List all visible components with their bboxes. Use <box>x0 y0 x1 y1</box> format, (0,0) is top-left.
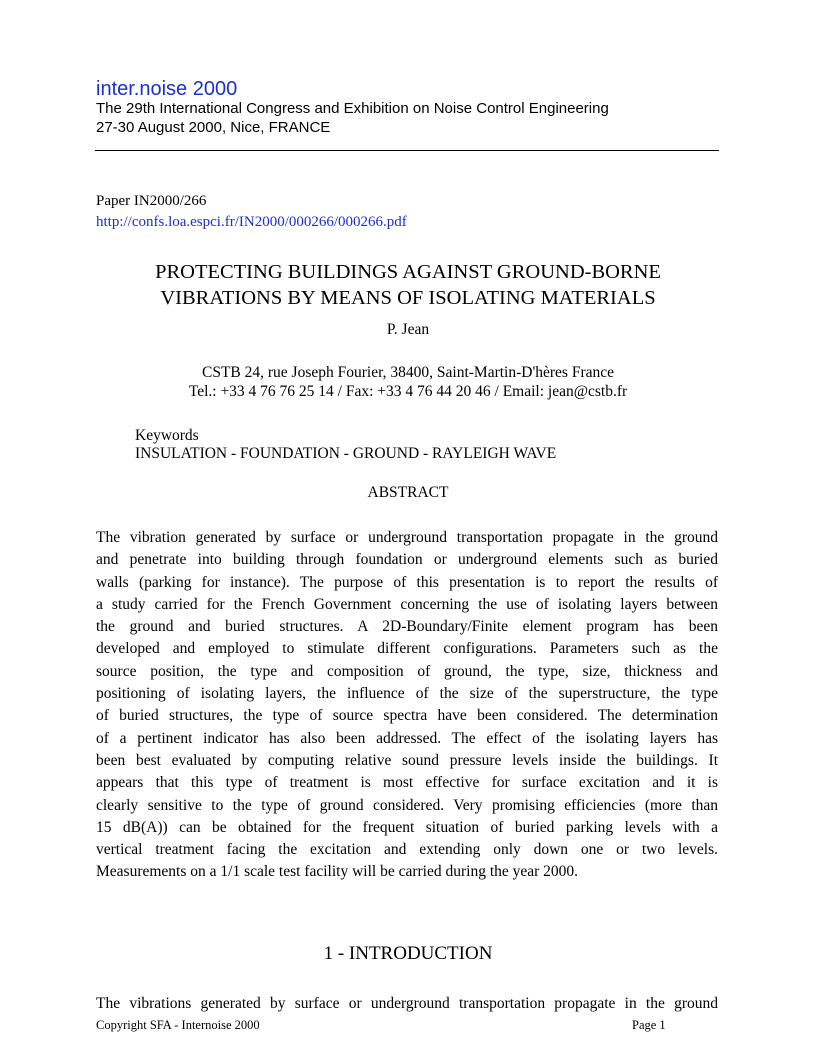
abstract-line: clearly sensitive to the type of ground considered. Very promising efficiencies (more than <box>96 796 718 814</box>
abstract-line: positioning of isolating layers, the influence of the size of the superstructure, the type <box>96 685 718 703</box>
abstract-body <box>96 527 718 884</box>
abstract-line: appears that this type of treatment is most effective for surface excitation and it is <box>96 774 718 792</box>
abstract-heading: ABSTRACT <box>367 484 449 501</box>
author: P. Jean <box>386 321 430 338</box>
conference-dates: 27-30 August 2000, Nice, FRANCE <box>96 119 331 136</box>
abstract-line: of buried structures, the type of source spectra have been considered. The determination <box>96 707 718 725</box>
affiliation-address: CSTB 24, rue Joseph Fourier, 38400, Saint-Martin-D'hères France <box>202 364 614 381</box>
introduction-text: The vibrations generated by surface or underground transportation propagate in the ground <box>96 995 718 1012</box>
paper-title-line: PROTECTING BUILDINGS AGAINST GROUND-BORNE <box>155 261 661 283</box>
affiliation-contact: Tel.: +33 4 76 76 25 14 / Fax: +33 4 76 44 20 46 / Email: jean@cstb.fr <box>188 383 628 400</box>
paper-title-line: VIBRATIONS BY MEANS OF ISOLATING MATERIALS <box>160 287 656 309</box>
footer-copyright: Copyright SFA - Internoise 2000 <box>96 1018 260 1032</box>
abstract-line: developed and employed to stimulate different configurations. Parameters such as the <box>96 640 718 658</box>
abstract-line: a study carried for the French Government concerning the use of isolating layers between <box>96 595 718 613</box>
abstract-line: vertical treatment facing the excitation and extending only down one or two levels. <box>96 841 718 859</box>
header-divider <box>95 150 719 151</box>
abstract-line: 15 dB(A)) can be obtained for the frequent situation of buried parking levels with a <box>96 818 718 836</box>
abstract-line: walls (parking for instance). The purpose of this presentation is to report the results of <box>96 573 718 591</box>
conference-title: inter.noise 2000 <box>96 78 238 100</box>
abstract-line: Measurements on a 1/1 scale test facility will be carried during the year 2000. <box>96 863 579 881</box>
paper-id: Paper IN2000/266 <box>96 193 207 209</box>
paper-title <box>96 259 720 311</box>
abstract-line: the ground and buried structures. A 2D-Boundary/Finite element program has been <box>96 618 718 636</box>
keywords-label: Keywords <box>135 427 199 444</box>
abstract-line: of a pertinent indicator has also been addressed. The effect of the isolating layers has <box>96 729 718 747</box>
footer-page-number: Page 1 <box>632 1018 666 1032</box>
conference-subtitle: The 29th International Congress and Exhibition on Noise Control Engineering <box>96 100 609 117</box>
keywords-list: INSULATION - FOUNDATION - GROUND - RAYLEIGH WAVE <box>135 445 557 462</box>
abstract-line: and penetrate into building through foundation or underground elements such as buried <box>96 551 718 569</box>
section-heading-introduction: 1 - INTRODUCTION <box>323 943 493 964</box>
paper-url-link[interactable]: http://confs.loa.espci.fr/IN2000/000266/000266.pdf <box>96 214 407 230</box>
abstract-line: been best evaluated by computing relative sound pressure levels inside the buildings. It <box>96 751 718 769</box>
abstract-line: The vibration generated by surface or underground transportation propagate in the ground <box>96 529 718 546</box>
abstract-line: source position, the type and composition of ground, the type, size, thickness and <box>96 662 718 680</box>
